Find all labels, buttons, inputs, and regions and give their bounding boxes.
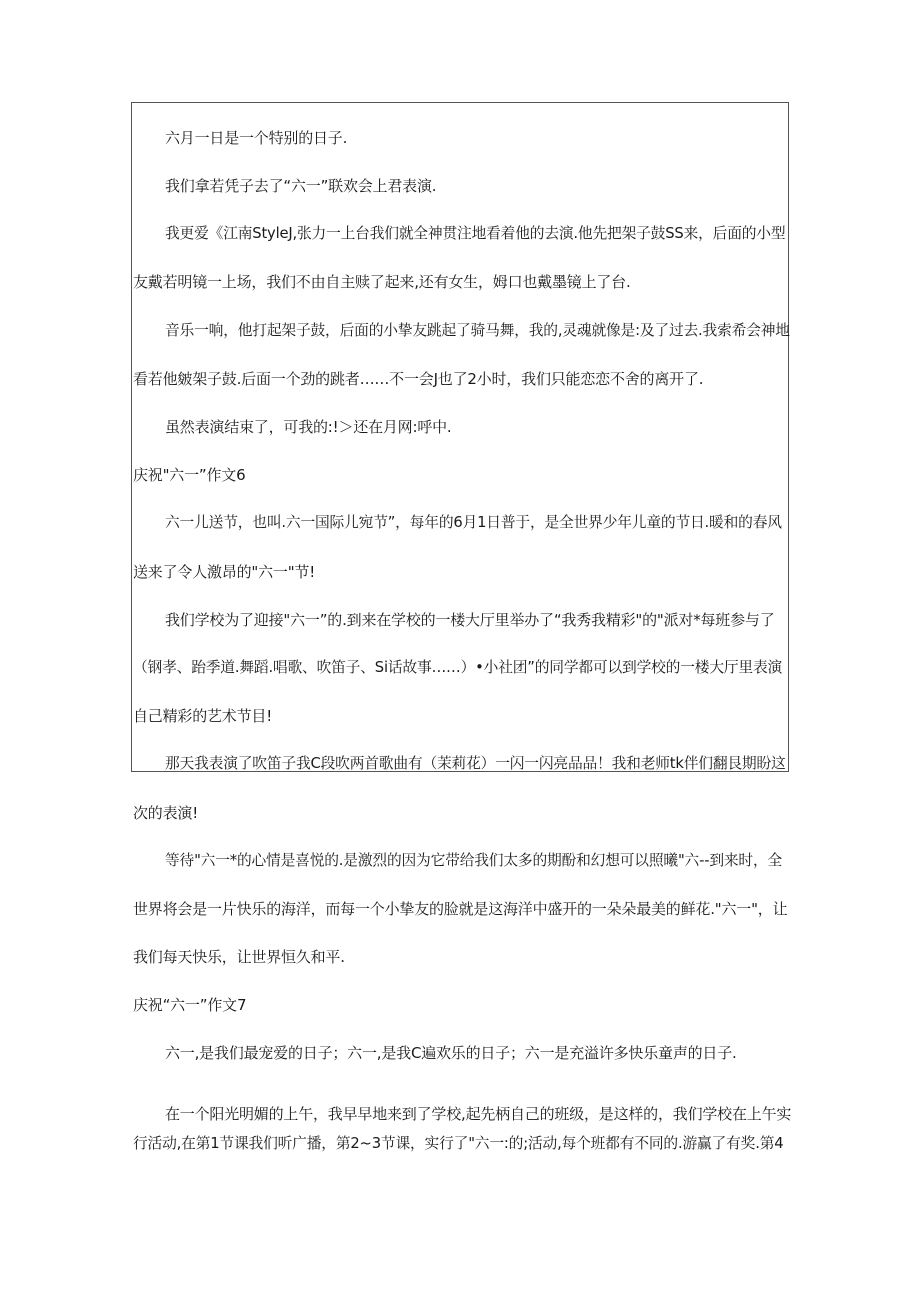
section-heading: 庆祝“六一”作文7 xyxy=(133,996,247,1014)
paragraph-line: 世界将会是一片快乐的海洋，而每一个小挚友的脸就是这海洋中盛开的一朵朵最美的鲜花."六一"，让 xyxy=(133,900,788,918)
paragraph-line: 我们学校为了迎接"六一”的.到来在学校的一楼大厅里举办了“我秀我精彩"的"派对*每班参与了 xyxy=(165,611,775,629)
paragraph-line: 六一,是我们最宠爱的日子；六一,是我C遍欢乐的日子；六一是充溢许多快乐童声的日子. xyxy=(165,1044,737,1062)
paragraph-line: 友戴若明镜一上场，我们不由自主赎了起来,还有女生，姆口也戴墨镜上了台. xyxy=(133,273,631,291)
paragraph-line: 我更爱《江南StyleJ,张力一上台我们就全神贯注地看着他的去演.他先把架子鼓SS来，后面的小型 xyxy=(165,225,786,242)
paragraph-line: 行活动,在第1节课我们听广播，第2~3节课，实行了"六一:的;活动,每个班都有不同的.游赢了有奖.第4 xyxy=(133,1135,784,1152)
paragraph-line: 等待"六一*的心情是喜悦的.是激烈的因为它带给我们太多的期酚和幻想可以照曦"六--到来时，全 xyxy=(165,852,783,869)
section-heading: 庆祝"六一”作文6 xyxy=(133,466,246,484)
paragraph-line: 送来了令人激昂的"六一"节! xyxy=(133,563,316,581)
paragraph-line: 次的表演! xyxy=(133,804,199,822)
paragraph-line: 我们拿若凭子去了“六一”联欢会上君表演. xyxy=(165,177,437,195)
paragraph-line: 音乐一响，他打起架子鼓，后面的小挚友跳起了骑马舞，我的,灵魂就像是:及了过去.我索希会神地 xyxy=(165,322,790,339)
paragraph-line: 我们每天快乐，让世界恒久和平. xyxy=(133,948,345,966)
paragraph-line: 六月一日是一个特别的日子. xyxy=(165,129,348,147)
paragraph-line: 自己精彩的艺术节目! xyxy=(133,707,273,725)
paragraph-line: 虽然表演结束了，可我的:!＞还在月网:呼中. xyxy=(165,418,452,436)
paragraph-line: （钢孝、跆季道.舞蹈.唱歌、吹笛子、Si话故事……）•小社团”的同学都可以到学校的一楼大厅里表演 xyxy=(133,659,783,676)
paragraph-line: 六一儿送节，也叫.六一国际儿宛节”，每年的6月1日普于，是全世界少年儿童的节日.暖和的春风 xyxy=(165,514,782,531)
paragraph-line: 看若他皴架子鼓.后面一个劲的跳者……不一会J也了2小时，我们只能恋恋不舍的离开了. xyxy=(133,370,704,388)
paragraph-line: 那天我表演了吹笛子我C段吹两首歌曲有（茉莉花）一闪一闪亮品品！我和老师tk伴们翻艮期盼这 xyxy=(165,755,786,772)
paragraph-line: 在一个阳光明媚的上午，我早早地来到了学校,起先柄自己的班级，是这样的，我们学校在上午实 xyxy=(165,1105,792,1123)
